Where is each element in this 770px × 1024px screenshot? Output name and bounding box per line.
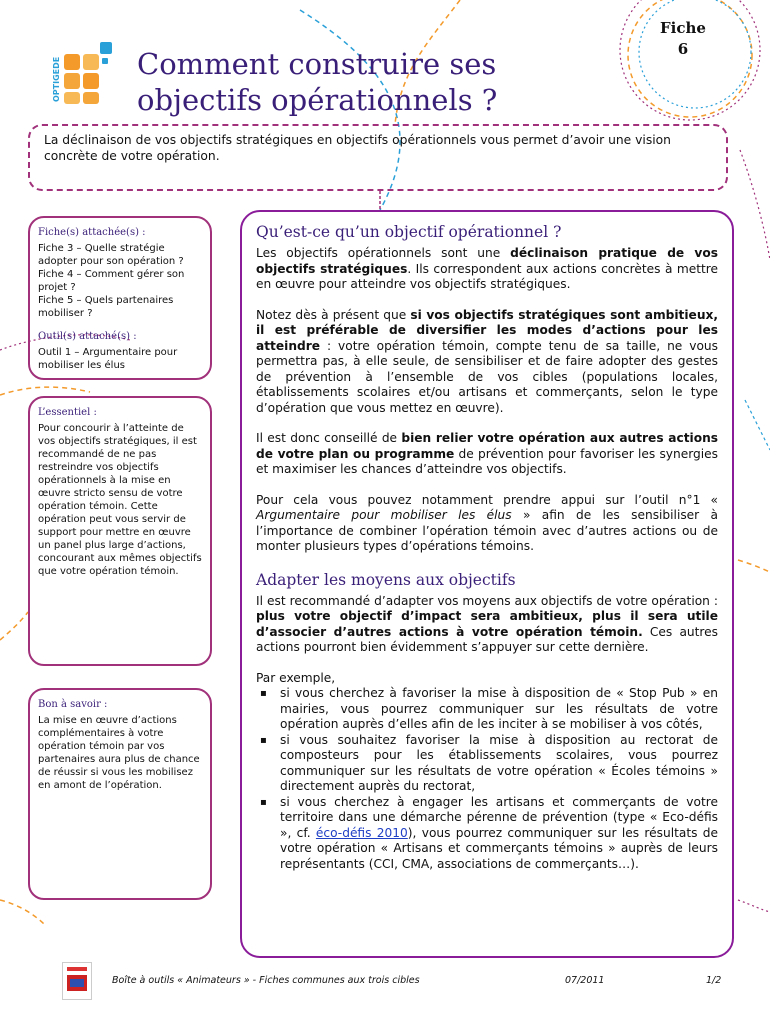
- footer-text: Boîte à outils « Animateurs » - Fiches communes aux trois cibles: [112, 975, 420, 986]
- section-heading-1: Qu’est-ce qu’un objectif opérationnel ?: [256, 223, 562, 241]
- optigede-logo: [50, 40, 125, 110]
- paragraph-5: Il est recommandé d’adapter vos moyens aux objectifs de votre opération : plus votre objectif d’impact sera ambitieux, plus il sera utile d’associer d’autres actions à votre opération témoin. Ces autres actions pourront bien évidemment s’appuyer sur cette dernière.: [256, 593, 719, 654]
- fiche-link-4[interactable]: Fiche 4 – Comment gérer son projet ?: [38, 269, 185, 293]
- outil-link-1[interactable]: Outil 1 – Argumentaire pour mobiliser les élus: [38, 347, 178, 371]
- list-item: ▪ si vous souhaitez favoriser la mise à disposition au rectorat de composteurs pour les établissements scolaires, vous pourrez communiquer sur les résultats de votre opération « Écoles témoins » directement auprès du rectorat,: [280, 733, 718, 795]
- section-heading-2: Adapter les moyens aux objectifs: [256, 570, 516, 589]
- title-line-1: Comment construire ses: [137, 47, 497, 81]
- outils-title: Outil(s) attaché(s) :: [38, 331, 137, 342]
- intro-text: La déclinaison de vos objectifs stratégiques en objectifs opérationnels vous permet d’avoir une vision concrète de votre opération.: [44, 133, 671, 163]
- ademe-logo: [62, 962, 92, 1000]
- essentiel-box: [28, 396, 212, 666]
- paragraph-3: Il est donc conseillé de bien relier votre opération aux autres actions de votre plan ou programme de prévention pour favoriser les synergies et maximiser les chances d’atteindre vos objectifs.: [256, 431, 719, 476]
- fiches-title: Fiche(s) attachée(s) :: [38, 227, 146, 238]
- paragraph-1: Les objectifs opérationnels sont une déclinaison pratique de vos objectifs stratégiques. Ils correspondent aux actions concrètes à mettre en œuvre pour atteindre vos objectifs stratégiques.: [256, 246, 719, 291]
- bon-a-savoir-box: [28, 688, 212, 900]
- title-line-2: objectifs opérationnels ?: [137, 83, 498, 117]
- fiche-label: Fiche: [660, 19, 706, 37]
- paragraph-2: Notez dès à présent que si vos objectifs stratégiques sont ambitieux, il est préférable de diversifier les modes d’actions pour les atteindre : votre opération témoin, compte tenu de sa taille, ne vous permettra pas, à elle seule, de sensibiliser et de faire adopter des gestes de prévention à l’ensemble de vos cibles (populations locales, établissements scolaires et/ou artisans et commerçants, selon le type d’opération que vous mettez en œuvre).: [256, 307, 718, 415]
- fiche-number: 6: [677, 40, 689, 58]
- attached-box: [28, 216, 212, 380]
- savoir-text: La mise en œuvre d’actions complémentaires à votre opération témoin par vos partenaires aura plus de chance de réussir si vous les mobilisez en amont de l’opération.: [38, 715, 200, 791]
- list-item: ▪ si vous cherchez à engager les artisans et commerçants de votre territoire dans une démarche pérenne de prévention (type « Eco-défis », cf. éco-défis 2010), vous pourrez communiquer sur les résultats de votre opération « Artisans et commerçants témoins » auprès de leurs représentants (CCI, CMA, associations de commerçants…).: [280, 795, 718, 873]
- page-title: [137, 46, 607, 118]
- example-intro: Par exemple,: [256, 670, 336, 685]
- essentiel-title: L’essentiel :: [38, 407, 97, 418]
- paragraph-4: Pour cela vous pouvez notamment prendre appui sur l’outil n°1 « Argumentaire pour mobiliser les élus » afin de les sensibiliser à l’importance de combiner l’opération témoin avec d’autres actions ou de monter plusieurs types d’opérations témoins.: [256, 492, 718, 553]
- fiche-badge: [628, 18, 738, 60]
- fiche-link-3[interactable]: Fiche 3 – Quelle stratégie adopter pour son opération ?: [38, 243, 184, 267]
- fiche-link-5[interactable]: Fiche 5 – Quels partenaires mobiliser ?: [38, 295, 174, 319]
- brand-label: OPTIGEDE: [52, 56, 61, 102]
- list-item: ▪ si vous cherchez à favoriser la mise à disposition de « Stop Pub » en mairies, vous pourrez communiquer sur les résultats de votre opération auprès d’elles afin de les inciter à se mobiliser à vos côtés,: [280, 686, 718, 733]
- footer-date: 07/2011: [565, 975, 605, 986]
- savoir-title: Bon à savoir :: [38, 699, 108, 710]
- main-content: [240, 210, 734, 958]
- footer-page: 1/2: [706, 975, 722, 986]
- essentiel-text: Pour concourir à l’atteinte de vos objectifs stratégiques, il est recommandé de ne pas restreindre vos objectifs opérationnels à la mise en œuvre stricto sensu de votre opération témoin. Cette opération peut vous servir de support pour mettre en œuvre un panel plus large d’actions, concourant aux mêmes objectifs que votre opération témoin.: [38, 423, 202, 577]
- eco-defis-link[interactable]: éco-défis 2010: [315, 825, 408, 840]
- intro-box: [28, 124, 728, 191]
- example-list: [256, 686, 718, 872]
